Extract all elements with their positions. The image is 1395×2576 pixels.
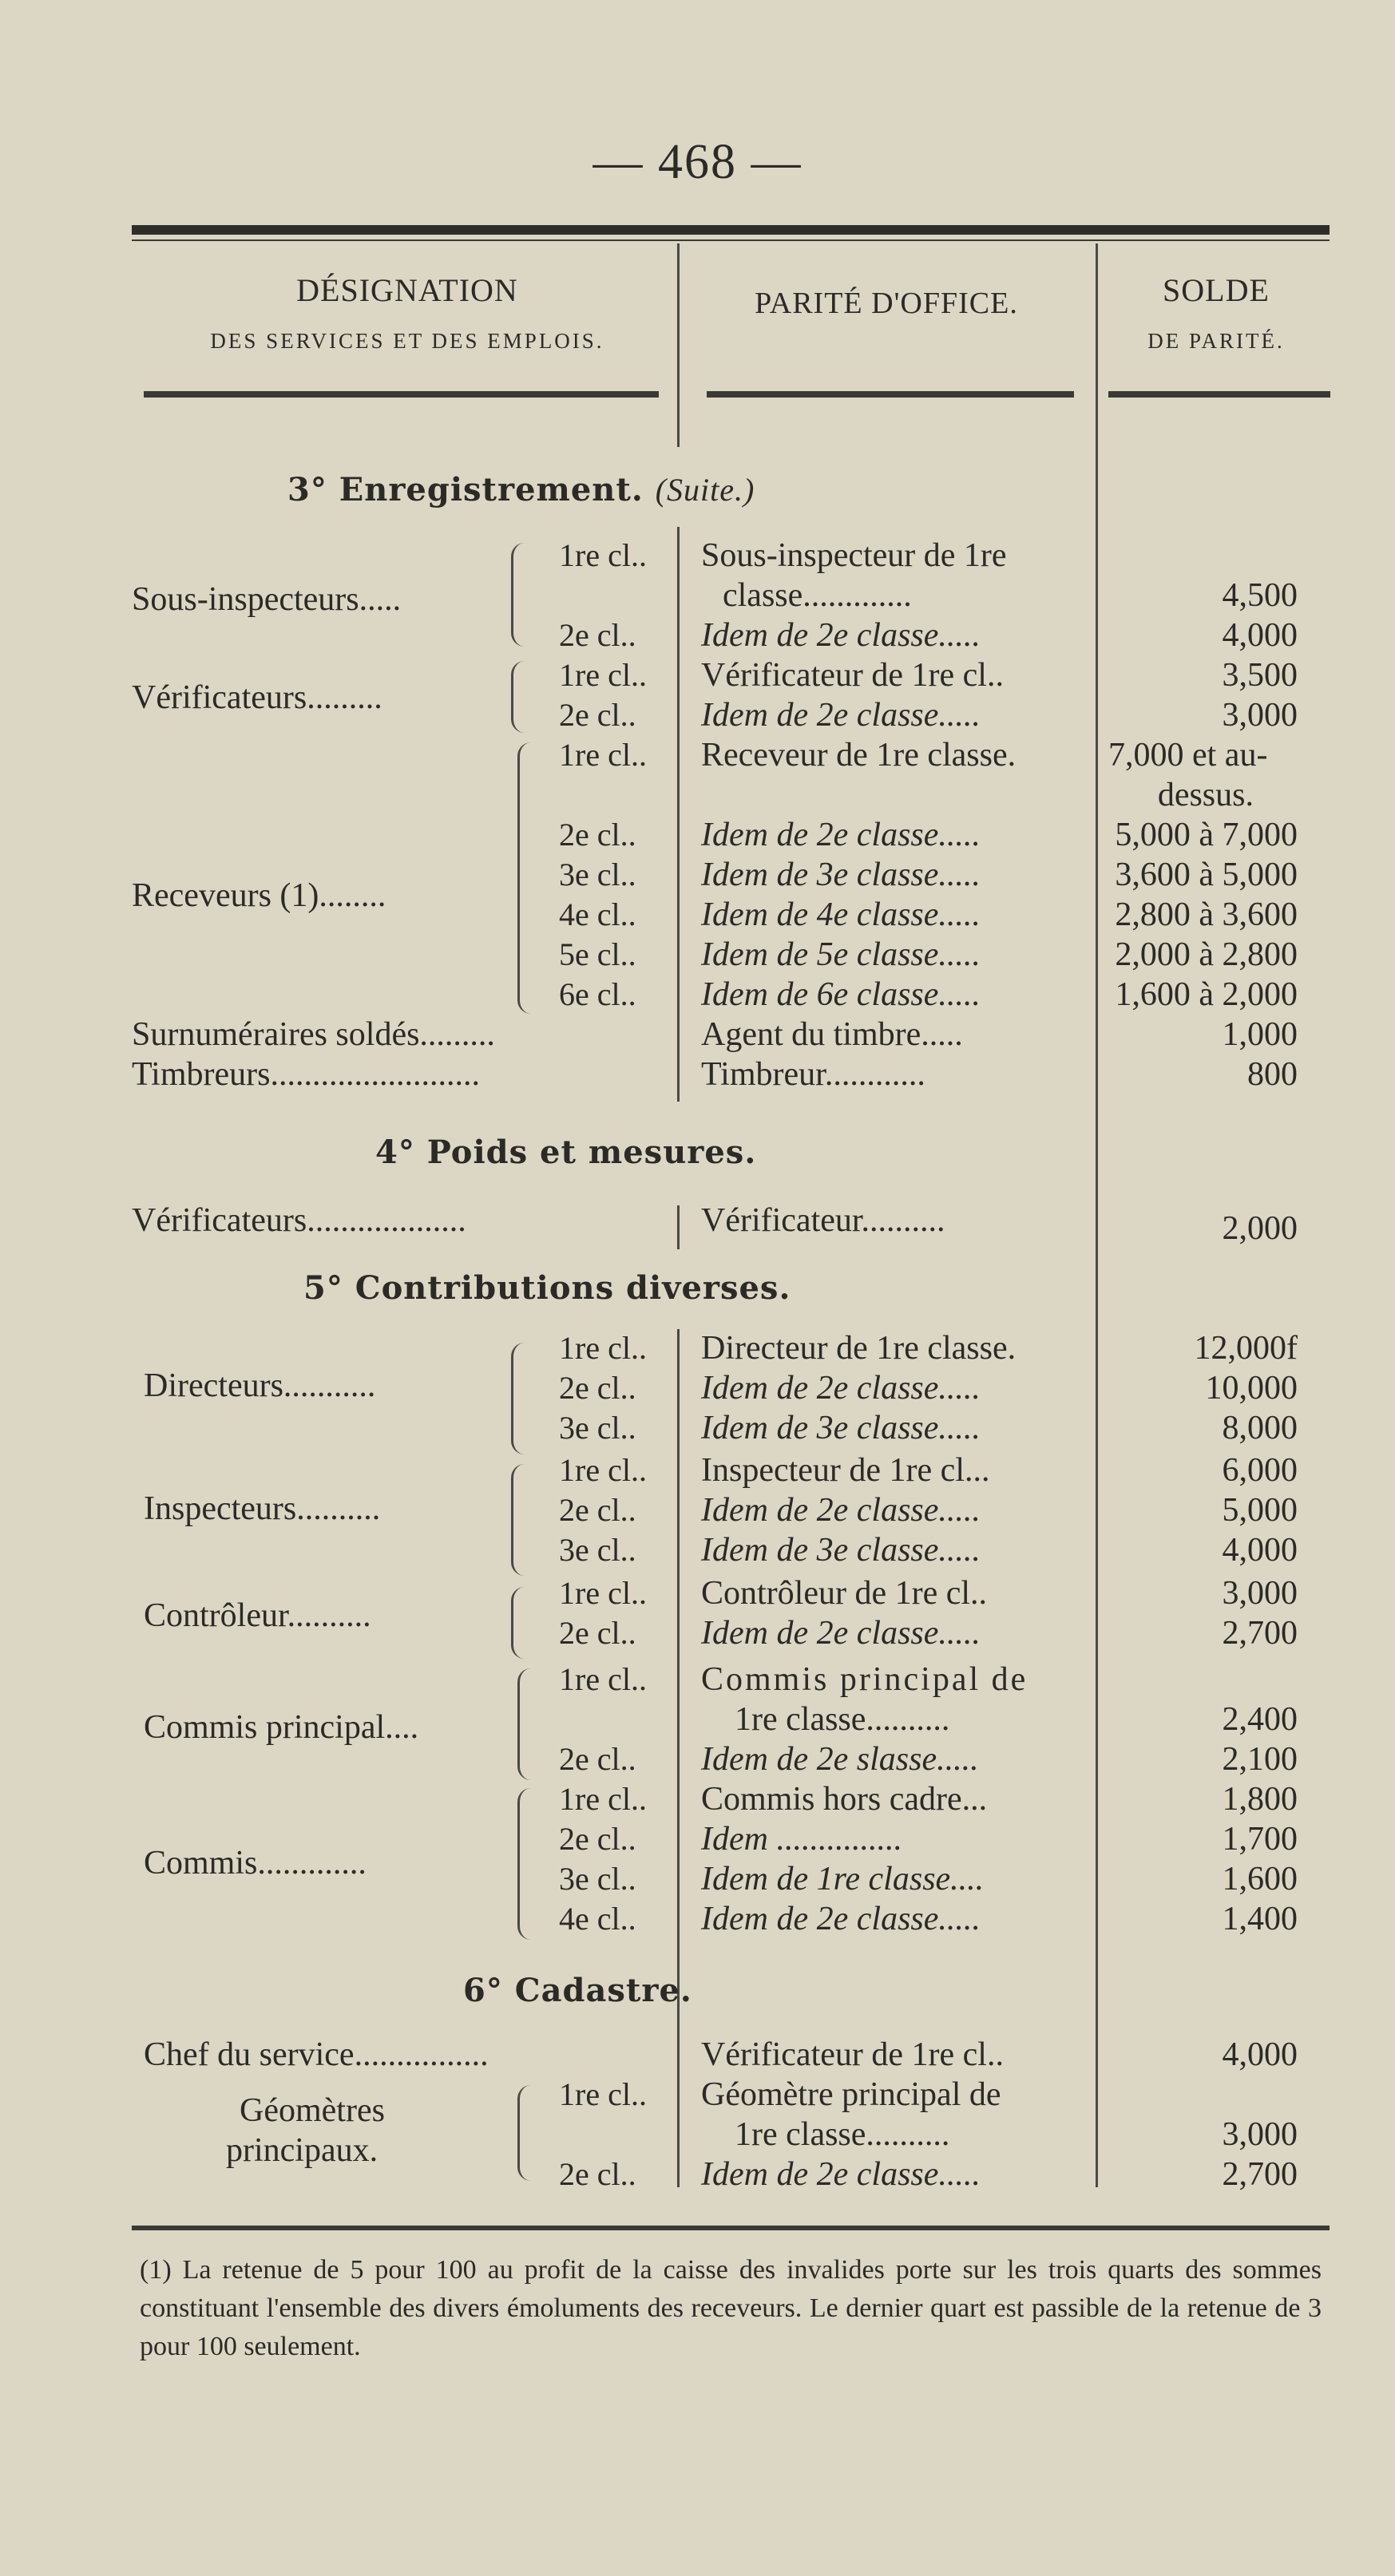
desc-cell — [701, 696, 981, 734]
label-timbreurs: Timbreurs......................... — [132, 1056, 480, 1093]
desc-cell — [701, 1329, 1016, 1367]
desc-cell — [701, 896, 981, 934]
class-label: 1re cl.. — [559, 657, 647, 693]
header-designation: DÉSIGNATION — [296, 272, 518, 308]
amount-cell: 2,100 — [1222, 1741, 1298, 1778]
amount-cell: 5,000 — [1222, 1492, 1298, 1529]
label-commis-principal: Commis principal.... — [144, 1709, 419, 1746]
desc-text: Receveur de 1re classe. — [701, 737, 1017, 774]
label-verificateurs: Vérificateurs......... — [132, 679, 382, 716]
amount-cell: 4,000 — [1222, 617, 1298, 654]
class-label: 3e cl.. — [559, 1532, 636, 1568]
brace-commis-principal — [517, 1668, 531, 1780]
class-label: 4e cl.. — [559, 1901, 636, 1937]
amount-cell: 1,600 — [1222, 1861, 1298, 1897]
column-divider-1b — [677, 527, 680, 1102]
desc-cell — [701, 1900, 981, 1938]
amount-cell: 7,000 et au- — [1108, 737, 1268, 774]
class-label: 2e cl.. — [559, 817, 636, 853]
idem-text: Idem — [701, 1615, 768, 1652]
idem-text: Idem — [701, 1492, 768, 1529]
label-geometres: Géomètres — [240, 2092, 385, 2129]
class-label: 1re cl.. — [559, 2076, 647, 2112]
amount-cell: 1,700 — [1222, 1821, 1298, 1858]
class-label: 3e cl.. — [559, 857, 636, 892]
amount-cell: 8,000 — [1222, 1410, 1298, 1446]
desc-text: de 2e classe..... — [776, 617, 981, 654]
header-parite: PARITÉ D'OFFICE. — [755, 287, 1018, 320]
column-divider-1e — [677, 2032, 680, 2187]
label-directeurs: Directeurs........... — [144, 1367, 376, 1404]
class-label: 2e cl.. — [559, 1741, 636, 1777]
amount-cell: 3,000 — [1222, 697, 1298, 734]
header-rule-1 — [144, 391, 659, 398]
desc-cell: 1re classe.......... — [735, 1701, 950, 1738]
desc-text: de 2e slasse..... — [776, 1741, 979, 1778]
class-label: 1re cl.. — [559, 737, 647, 773]
desc-cell — [701, 975, 981, 1014]
desc-text: de 1re classe.... — [776, 1861, 985, 1897]
desc-cell: Géomètre principal de — [701, 2076, 1001, 2113]
desc-text: de 5e classe..... — [776, 936, 981, 973]
desc-cell: Vérificateur de 1re cl.. — [701, 657, 1004, 694]
desc-text: de 3e classe..... — [776, 1410, 981, 1446]
class-label: 1re cl.. — [559, 1330, 647, 1366]
amount-cell: 1,600 à 2,000 — [1115, 976, 1298, 1013]
brace-geometres — [517, 2085, 531, 2181]
top-rule-thin — [132, 239, 1330, 241]
desc-cell — [701, 936, 981, 974]
label-verificateurs-poids: Vérificateurs................... — [132, 1202, 466, 1239]
desc-text: de 2e classe..... — [776, 1370, 981, 1407]
desc-cell — [701, 1780, 987, 1818]
class-label: 1re cl.. — [559, 1575, 647, 1611]
label-commis: Commis............. — [144, 1845, 367, 1882]
idem-text: Idem — [701, 857, 768, 893]
idem-text: Idem — [701, 1370, 768, 1407]
class-label: 4e cl.. — [559, 896, 636, 932]
amount-cell: 4,000 — [1222, 2036, 1298, 2073]
class-label: 6e cl.. — [559, 976, 636, 1012]
amount-cell: 3,000 — [1222, 1575, 1298, 1612]
desc-cell — [701, 1491, 981, 1529]
label-receveurs: Receveurs (1)........ — [132, 877, 386, 914]
amount-cell: 1,800 — [1222, 1781, 1298, 1818]
amount-cell: 2,000 — [1222, 1210, 1298, 1247]
desc-text: de 2e classe..... — [776, 1901, 981, 1937]
desc-cell: Vérificateur.......... — [701, 1202, 945, 1239]
idem-text: Idem — [701, 1532, 768, 1569]
amount-cell: 2,700 — [1222, 2156, 1298, 2193]
brace-inspecteurs — [511, 1464, 525, 1576]
amount-cell: 12,000f — [1194, 1330, 1298, 1367]
header-solde: SOLDE — [1163, 272, 1270, 308]
desc-cell — [701, 616, 981, 655]
idem-text: Idem — [701, 896, 768, 933]
section-continuation: (Suite.) — [655, 472, 755, 508]
section-title-contributions: 5° Contributions diverses. — [303, 1269, 791, 1307]
brace-receveurs — [517, 742, 531, 1014]
desc-text: de 2e classe..... — [776, 697, 981, 734]
amount-cell: 2,000 à 2,800 — [1115, 936, 1298, 973]
desc-cell: Sous-inspecteur de 1re — [701, 537, 1007, 574]
brace-directeurs — [511, 1343, 525, 1454]
desc-cell: Timbreur............ — [701, 1056, 925, 1093]
brace-verificateurs — [511, 661, 525, 733]
desc-text: ............... — [776, 1821, 902, 1858]
class-label: 2e cl.. — [559, 1370, 636, 1406]
desc-cell: Commis principal de — [701, 1661, 1028, 1698]
amount-cell: 800 — [1247, 1056, 1298, 1093]
column-divider-1c — [677, 1205, 680, 1249]
section-title-text: 3° Enregistrement. — [287, 471, 644, 508]
footnote: (1) La retenue de 5 pour 100 au profit de la caisse des invalides porte sur les trois quarts des sommes constituant l'ensemble des divers émoluments des receveurs. Le dernier quart est passible de la retenue de 3 pour 100 seulement. — [140, 2255, 1322, 2361]
amount-cell: 2,800 à 3,600 — [1115, 896, 1298, 933]
column-divider-1 — [677, 243, 680, 447]
idem-text: Idem — [701, 2156, 768, 2193]
class-label: 2e cl.. — [559, 1492, 636, 1528]
desc-text: de 2e classe..... — [776, 2156, 981, 2193]
class-label: 2e cl.. — [559, 1821, 636, 1857]
desc-cell — [701, 1860, 984, 1898]
amount-cell: 5,000 à 7,000 — [1115, 817, 1298, 853]
amount-cell: 1,400 — [1222, 1901, 1298, 1937]
label-surnumeraires: Surnuméraires soldés......... — [132, 1016, 495, 1053]
label-sous-inspecteurs: Sous-inspecteurs..... — [132, 581, 402, 618]
class-label: 2e cl.. — [559, 1615, 636, 1651]
desc-cell: classe............. — [723, 577, 912, 614]
class-label: 2e cl.. — [559, 617, 636, 653]
desc-cell — [701, 1409, 981, 1447]
header-rule-2 — [707, 391, 1074, 398]
header-de-parite: DE PARITÉ. — [1147, 329, 1285, 353]
desc-text: de 3e classe..... — [776, 1532, 981, 1569]
desc-cell — [701, 856, 981, 894]
section-title-poids: 4° Poids et mesures. — [375, 1134, 757, 1171]
desc-cell: Agent du timbre..... — [701, 1016, 963, 1053]
amount-cell-continued: dessus. — [1157, 777, 1254, 813]
desc-text: de 2e classe..... — [776, 1492, 981, 1529]
amount-cell: 10,000 — [1205, 1370, 1298, 1407]
class-label: 1re cl.. — [559, 1661, 647, 1697]
amount-cell: 2,400 — [1222, 1701, 1298, 1738]
section-title-cadastre: 6° Cadastre. — [463, 1972, 692, 2009]
brace-sous-inspecteurs — [511, 543, 525, 647]
header-rule-3 — [1108, 391, 1330, 398]
desc-text: Inspecteur de 1re cl... — [701, 1452, 990, 1489]
desc-cell — [701, 1574, 987, 1612]
desc-cell — [701, 1740, 979, 1779]
idem-text: Idem — [701, 1821, 768, 1858]
idem-text: Idem — [701, 617, 768, 654]
label-controleur: Contrôleur.......... — [144, 1597, 371, 1634]
class-label: 2e cl.. — [559, 2156, 636, 2192]
top-rule — [132, 225, 1330, 235]
desc-text: de 3e classe..... — [776, 857, 981, 893]
page-number: — 468 — — [592, 135, 803, 189]
idem-text: Idem — [701, 817, 768, 853]
amount-cell: 3,600 à 5,000 — [1115, 857, 1298, 893]
desc-cell — [701, 736, 1016, 774]
idem-text: Idem — [701, 1901, 768, 1937]
brace-controleur — [511, 1587, 525, 1659]
amount-cell: 4,000 — [1222, 1532, 1298, 1569]
desc-text: de 2e classe..... — [776, 1615, 981, 1652]
desc-cell — [701, 1820, 902, 1858]
desc-cell — [701, 1369, 981, 1407]
desc-text: Commis hors cadre... — [701, 1781, 988, 1818]
desc-text: Directeur de 1re classe. — [701, 1330, 1017, 1367]
header-services: DES SERVICES ET DES EMPLOIS. — [210, 329, 604, 353]
desc-cell — [701, 1531, 981, 1569]
class-label: 3e cl.. — [559, 1410, 636, 1446]
section-title-enregistrement — [287, 471, 755, 508]
desc-cell — [701, 1614, 981, 1652]
class-label: 1re cl.. — [559, 537, 647, 573]
amount-cell: 2,700 — [1222, 1615, 1298, 1652]
idem-text: Idem — [701, 697, 768, 734]
amount-cell: 1,000 — [1222, 1016, 1298, 1053]
idem-text: Idem — [701, 936, 768, 973]
label-chef-service: Chef du service................ — [144, 2036, 489, 2073]
bottom-rule — [132, 2226, 1330, 2230]
class-label: 5e cl.. — [559, 936, 636, 972]
desc-cell — [701, 816, 981, 854]
brace-commis — [517, 1788, 531, 1940]
amount-cell: 4,500 — [1222, 577, 1298, 614]
idem-text: Idem — [701, 976, 768, 1013]
label-geometres-principaux: principaux. — [226, 2132, 378, 2169]
amount-cell: 3,000 — [1222, 2116, 1298, 2153]
desc-text: de 2e classe..... — [776, 817, 981, 853]
desc-cell: Vérificateur de 1re cl.. — [701, 2036, 1004, 2073]
class-label: 1re cl.. — [559, 1452, 647, 1488]
idem-text: Idem — [701, 1410, 768, 1446]
amount-cell: 6,000 — [1222, 1452, 1298, 1489]
desc-text: de 4e classe..... — [776, 896, 981, 933]
idem-text: Idem — [701, 1741, 768, 1778]
idem-text: Idem — [701, 1861, 768, 1897]
amount-cell: 3,500 — [1222, 657, 1298, 694]
desc-cell: 1re classe.......... — [735, 2116, 950, 2153]
desc-text: Contrôleur de 1re cl.. — [701, 1575, 988, 1612]
desc-cell — [701, 1451, 990, 1490]
desc-cell — [701, 2155, 981, 2194]
class-label: 1re cl.. — [559, 1781, 647, 1817]
class-label: 3e cl.. — [559, 1861, 636, 1897]
label-inspecteurs: Inspecteurs.......... — [144, 1490, 381, 1527]
class-label: 2e cl.. — [559, 697, 636, 733]
desc-text: de 6e classe..... — [776, 976, 981, 1013]
